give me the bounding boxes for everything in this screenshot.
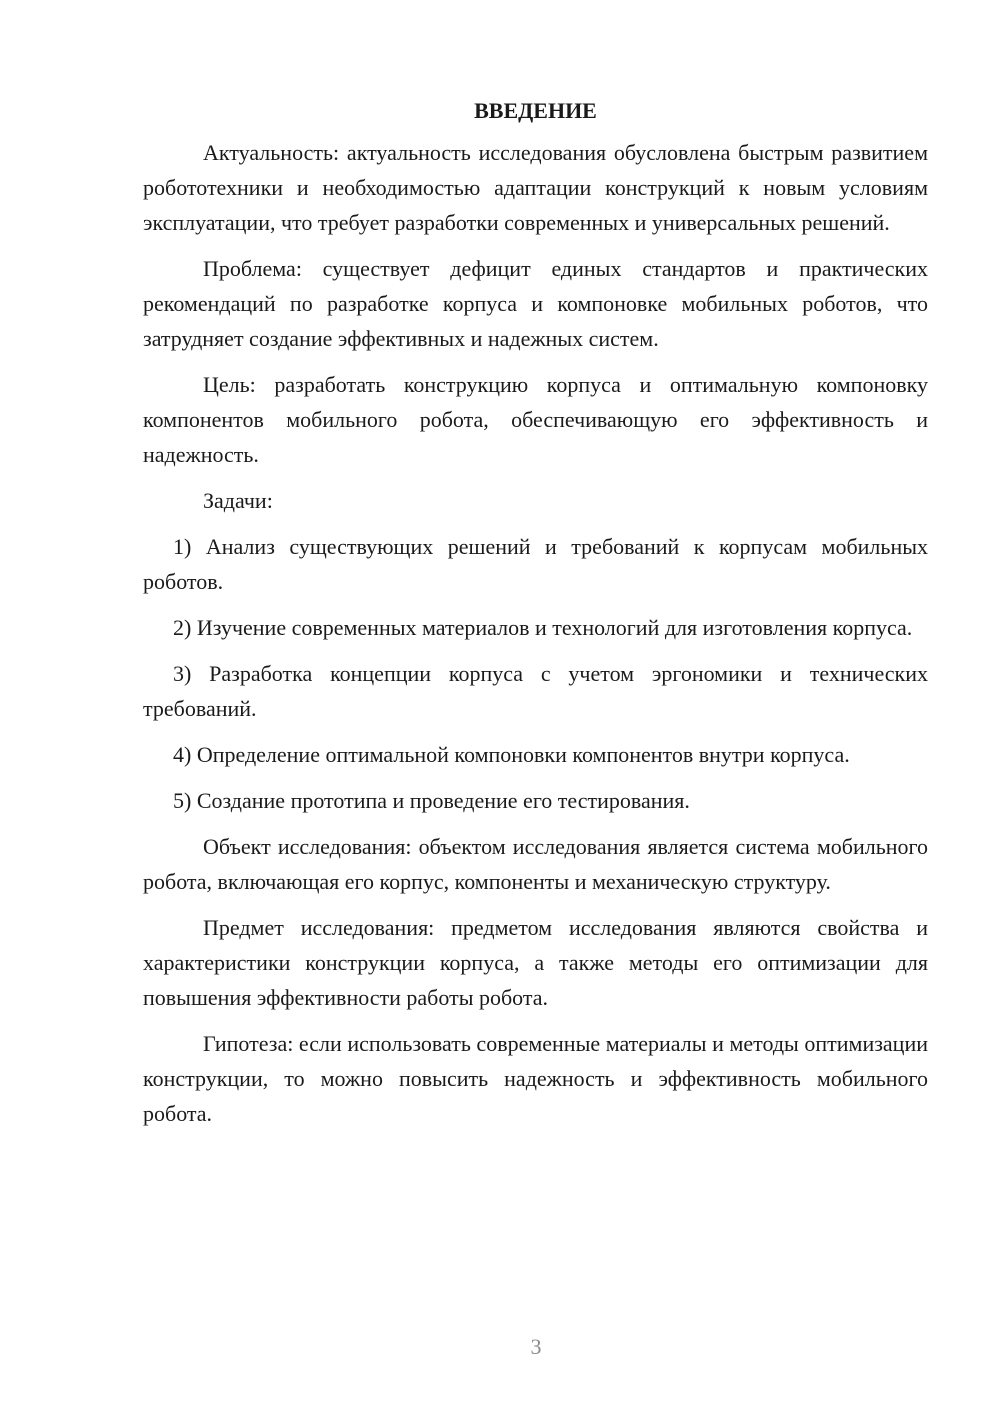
task-item-5: 5) Создание прототипа и проведение его тестирования.: [173, 788, 690, 813]
page-content: [143, 96, 928, 1142]
page-number: 3: [530, 1334, 542, 1359]
paragraph-relevance: Актуальность: актуальность исследования обусловлена быстрым развитием робототехники и необходимостью адаптации конструкций к новым условиям эксплуатации, что требует разработки современных и универсальных решений.: [143, 140, 928, 235]
task-item-2: 2) Изучение современных материалов и технологий для изготовления корпуса.: [173, 615, 913, 640]
task-item-3: 3) Разработка концепции корпуса с учетом эргономики и технических требований.: [143, 661, 928, 721]
paragraph-goal: Цель: разработать конструкцию корпуса и оптимальную компоновку компонентов мобильного робота, обеспечивающую его эффективность и надежность.: [143, 372, 928, 467]
paragraph-hypothesis: Гипотеза: если использовать современные материалы и методы оптимизации конструкции, то можно повысить надежность и эффективность мобильного робота.: [143, 1031, 928, 1126]
paragraph-subject: Предмет исследования: предметом исследования являются свойства и характеристики конструкции корпуса, а также методы его оптимизации для повышения эффективности работы робота.: [143, 915, 928, 1010]
section-title: ВВЕДЕНИЕ: [474, 98, 597, 123]
tasks-heading: Задачи:: [203, 488, 273, 513]
task-item-1: 1) Анализ существующих решений и требований к корпусам мобильных роботов.: [143, 534, 928, 594]
paragraph-problem: Проблема: существует дефицит единых стандартов и практических рекомендаций по разработке корпуса и компоновке мобильных роботов, что затрудняет создание эффективных и надежных систем.: [143, 256, 928, 351]
task-item-4: 4) Определение оптимальной компоновки компонентов внутри корпуса.: [173, 742, 850, 767]
paragraph-object: Объект исследования: объектом исследования является система мобильного робота, включающая его корпус, компоненты и механическую структуру.: [143, 834, 928, 894]
